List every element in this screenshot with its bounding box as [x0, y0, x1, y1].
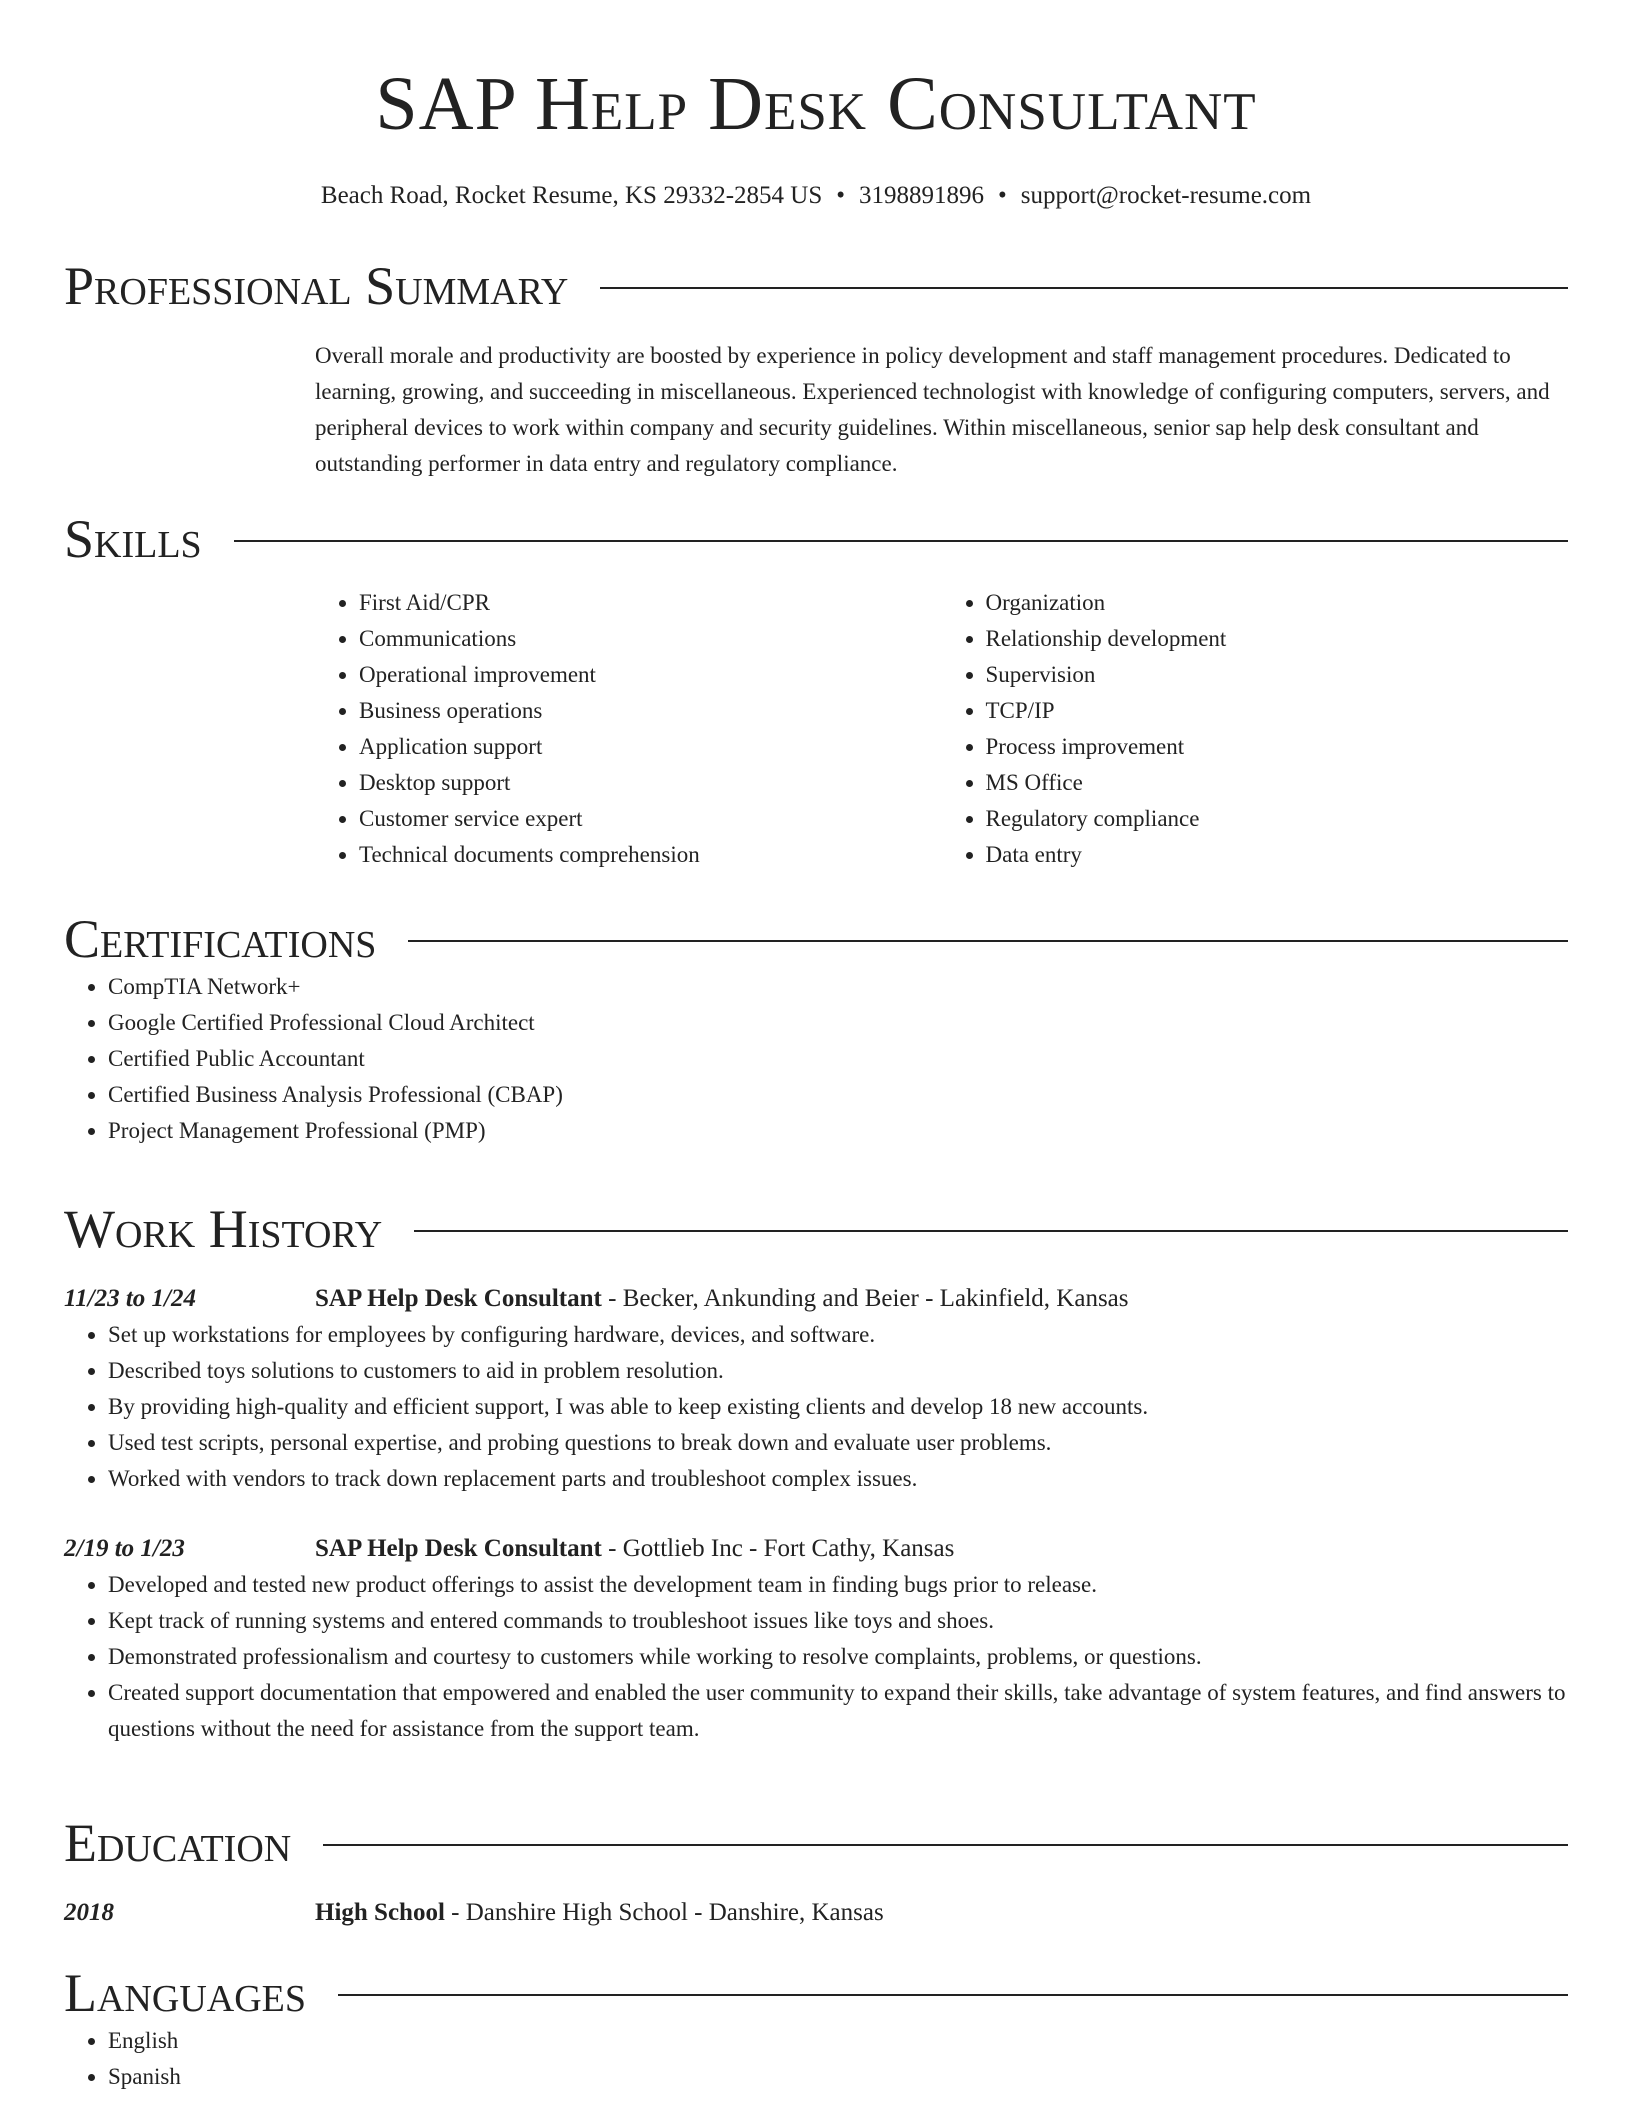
skill-item: • Process improvement — [986, 729, 1569, 765]
certification-item: • Google Certified Professional Cloud Architect — [108, 1005, 1568, 1041]
job-heading — [315, 1531, 954, 1567]
section-title: Work History — [64, 1199, 383, 1259]
languages-list — [64, 2023, 1568, 2095]
skill-item: • Operational improvement — [359, 657, 942, 693]
skill-item: • Customer service expert — [359, 801, 942, 837]
languages-section — [64, 1963, 1568, 2095]
section-divider — [408, 940, 1568, 942]
skills-grid — [315, 585, 1568, 873]
certification-item: • Certified Business Analysis Professional (CBAP) — [108, 1077, 1568, 1113]
job-bullet: • By providing high-quality and efficient support, I was able to keep existing clients and develop 18 new accounts. — [108, 1389, 1568, 1425]
certification-item: • Certified Public Accountant — [108, 1041, 1568, 1077]
contact-separator: • — [836, 182, 846, 209]
job-entry — [64, 1531, 1568, 1747]
section-header — [64, 909, 1568, 969]
skill-item: • Data entry — [986, 837, 1569, 873]
section-header — [64, 1813, 1568, 1873]
job-entry — [64, 1281, 1568, 1497]
education-heading — [315, 1895, 884, 1931]
skills-section — [64, 509, 1568, 873]
certifications-list — [64, 969, 1568, 1149]
summary-text: Overall morale and productivity are boosted by experience in policy development and staff management procedures. Dedicated to learning, growing, and succeeding in miscellaneous. Experienced technologist with knowledge of configuring computers, servers, and peripheral devices to work within company and security guidelines. Within miscellaneous, senior sap help desk consultant and outstanding performer in data entry and regulatory compliance. — [315, 343, 1550, 476]
section-header — [64, 1199, 1568, 1259]
certification-item: • CompTIA Network+ — [108, 969, 1568, 1005]
section-header — [64, 1963, 1568, 2023]
section-title: Languages — [64, 1963, 306, 2023]
certification-item: • Project Management Professional (PMP) — [108, 1113, 1568, 1149]
job-header — [64, 1531, 1568, 1567]
job-bullets — [64, 1567, 1568, 1747]
skill-item: • Organization — [986, 585, 1569, 621]
skills-column-left — [315, 585, 942, 873]
job-bullet: • Used test scripts, personal expertise, and probing questions to break down and evaluate user problems. — [108, 1425, 1568, 1461]
section-header — [64, 509, 1568, 569]
contact-address: Beach Road, Rocket Resume, KS 29332-2854 US — [320, 182, 823, 209]
education-date: 2018 — [64, 1899, 114, 1926]
job-header — [64, 1281, 1568, 1317]
job-title: SAP Help Desk Consultant — [315, 1535, 602, 1562]
skill-item: • Communications — [359, 621, 942, 657]
job-employer: - Gottlieb Inc - Fort Cathy, Kansas — [601, 1535, 955, 1562]
work-history-section — [64, 1199, 1568, 1747]
language-item: • English — [108, 2023, 1568, 2059]
contact-line — [0, 178, 1632, 214]
skill-item: • Supervision — [986, 657, 1569, 693]
contact-email[interactable]: support@rocket-resume.com — [1020, 182, 1312, 209]
job-title: SAP Help Desk Consultant — [315, 1285, 602, 1312]
skill-item: • Regulatory compliance — [986, 801, 1569, 837]
certifications-section — [64, 909, 1568, 1149]
skills-column-right — [942, 585, 1569, 873]
skill-item: • Relationship development — [986, 621, 1569, 657]
section-divider — [323, 1844, 1568, 1846]
section-divider — [338, 1994, 1568, 1996]
job-bullet: • Developed and tested new product offerings to assist the development team in finding bugs prior to release. — [108, 1567, 1568, 1603]
job-employer: - Becker, Ankunding and Beier - Lakinfield, Kansas — [601, 1285, 1129, 1312]
education-entry — [64, 1895, 1568, 1931]
skill-item: • Business operations — [359, 693, 942, 729]
section-divider — [600, 287, 1568, 289]
education-degree: High School — [315, 1899, 445, 1926]
job-bullet: • Worked with vendors to track down replacement parts and troubleshoot complex issues. — [108, 1461, 1568, 1497]
language-item: • Spanish — [108, 2059, 1568, 2095]
section-header — [64, 256, 1568, 316]
education-section — [64, 1813, 1568, 1931]
skill-item: • MS Office — [986, 765, 1569, 801]
section-title: Certifications — [64, 909, 377, 969]
skill-item: • First Aid/CPR — [359, 585, 942, 621]
summary-section — [64, 256, 1568, 482]
contact-separator: • — [998, 182, 1007, 209]
job-bullet: • Kept track of running systems and entered commands to troubleshoot issues like toys and shoes. — [108, 1603, 1568, 1639]
job-bullet: • Created support documentation that empowered and enabled the user community to expand their skills, take advantage of system features, and find answers to questions without the need for assistance from the support team. — [108, 1675, 1568, 1747]
candidate-name: SAP Help Desk Consultant — [375, 62, 1257, 146]
skill-item: • TCP/IP — [986, 693, 1569, 729]
section-divider — [234, 540, 1568, 542]
skill-item: • Technical documents comprehension — [359, 837, 942, 873]
skill-item: • Desktop support — [359, 765, 942, 801]
job-bullets — [64, 1317, 1568, 1497]
section-title: Skills — [64, 509, 202, 569]
job-date: 2/19 to 1/23 — [64, 1535, 185, 1562]
skill-item: • Application support — [359, 729, 942, 765]
contact-phone: 3198891896 — [859, 182, 985, 209]
section-title: Professional Summary — [64, 256, 569, 316]
section-divider — [414, 1230, 1568, 1232]
job-bullet: • Set up workstations for employees by configuring hardware, devices, and software. — [108, 1317, 1568, 1353]
job-heading — [315, 1281, 1129, 1317]
job-date: 11/23 to 1/24 — [64, 1285, 196, 1312]
job-bullet: • Demonstrated professionalism and courtesy to customers while working to resolve complaints, problems, or questions. — [108, 1639, 1568, 1675]
section-title: Education — [64, 1813, 292, 1873]
job-bullet: • Described toys solutions to customers to aid in problem resolution. — [108, 1353, 1568, 1389]
education-school: - Danshire High School - Danshire, Kansas — [444, 1899, 884, 1926]
